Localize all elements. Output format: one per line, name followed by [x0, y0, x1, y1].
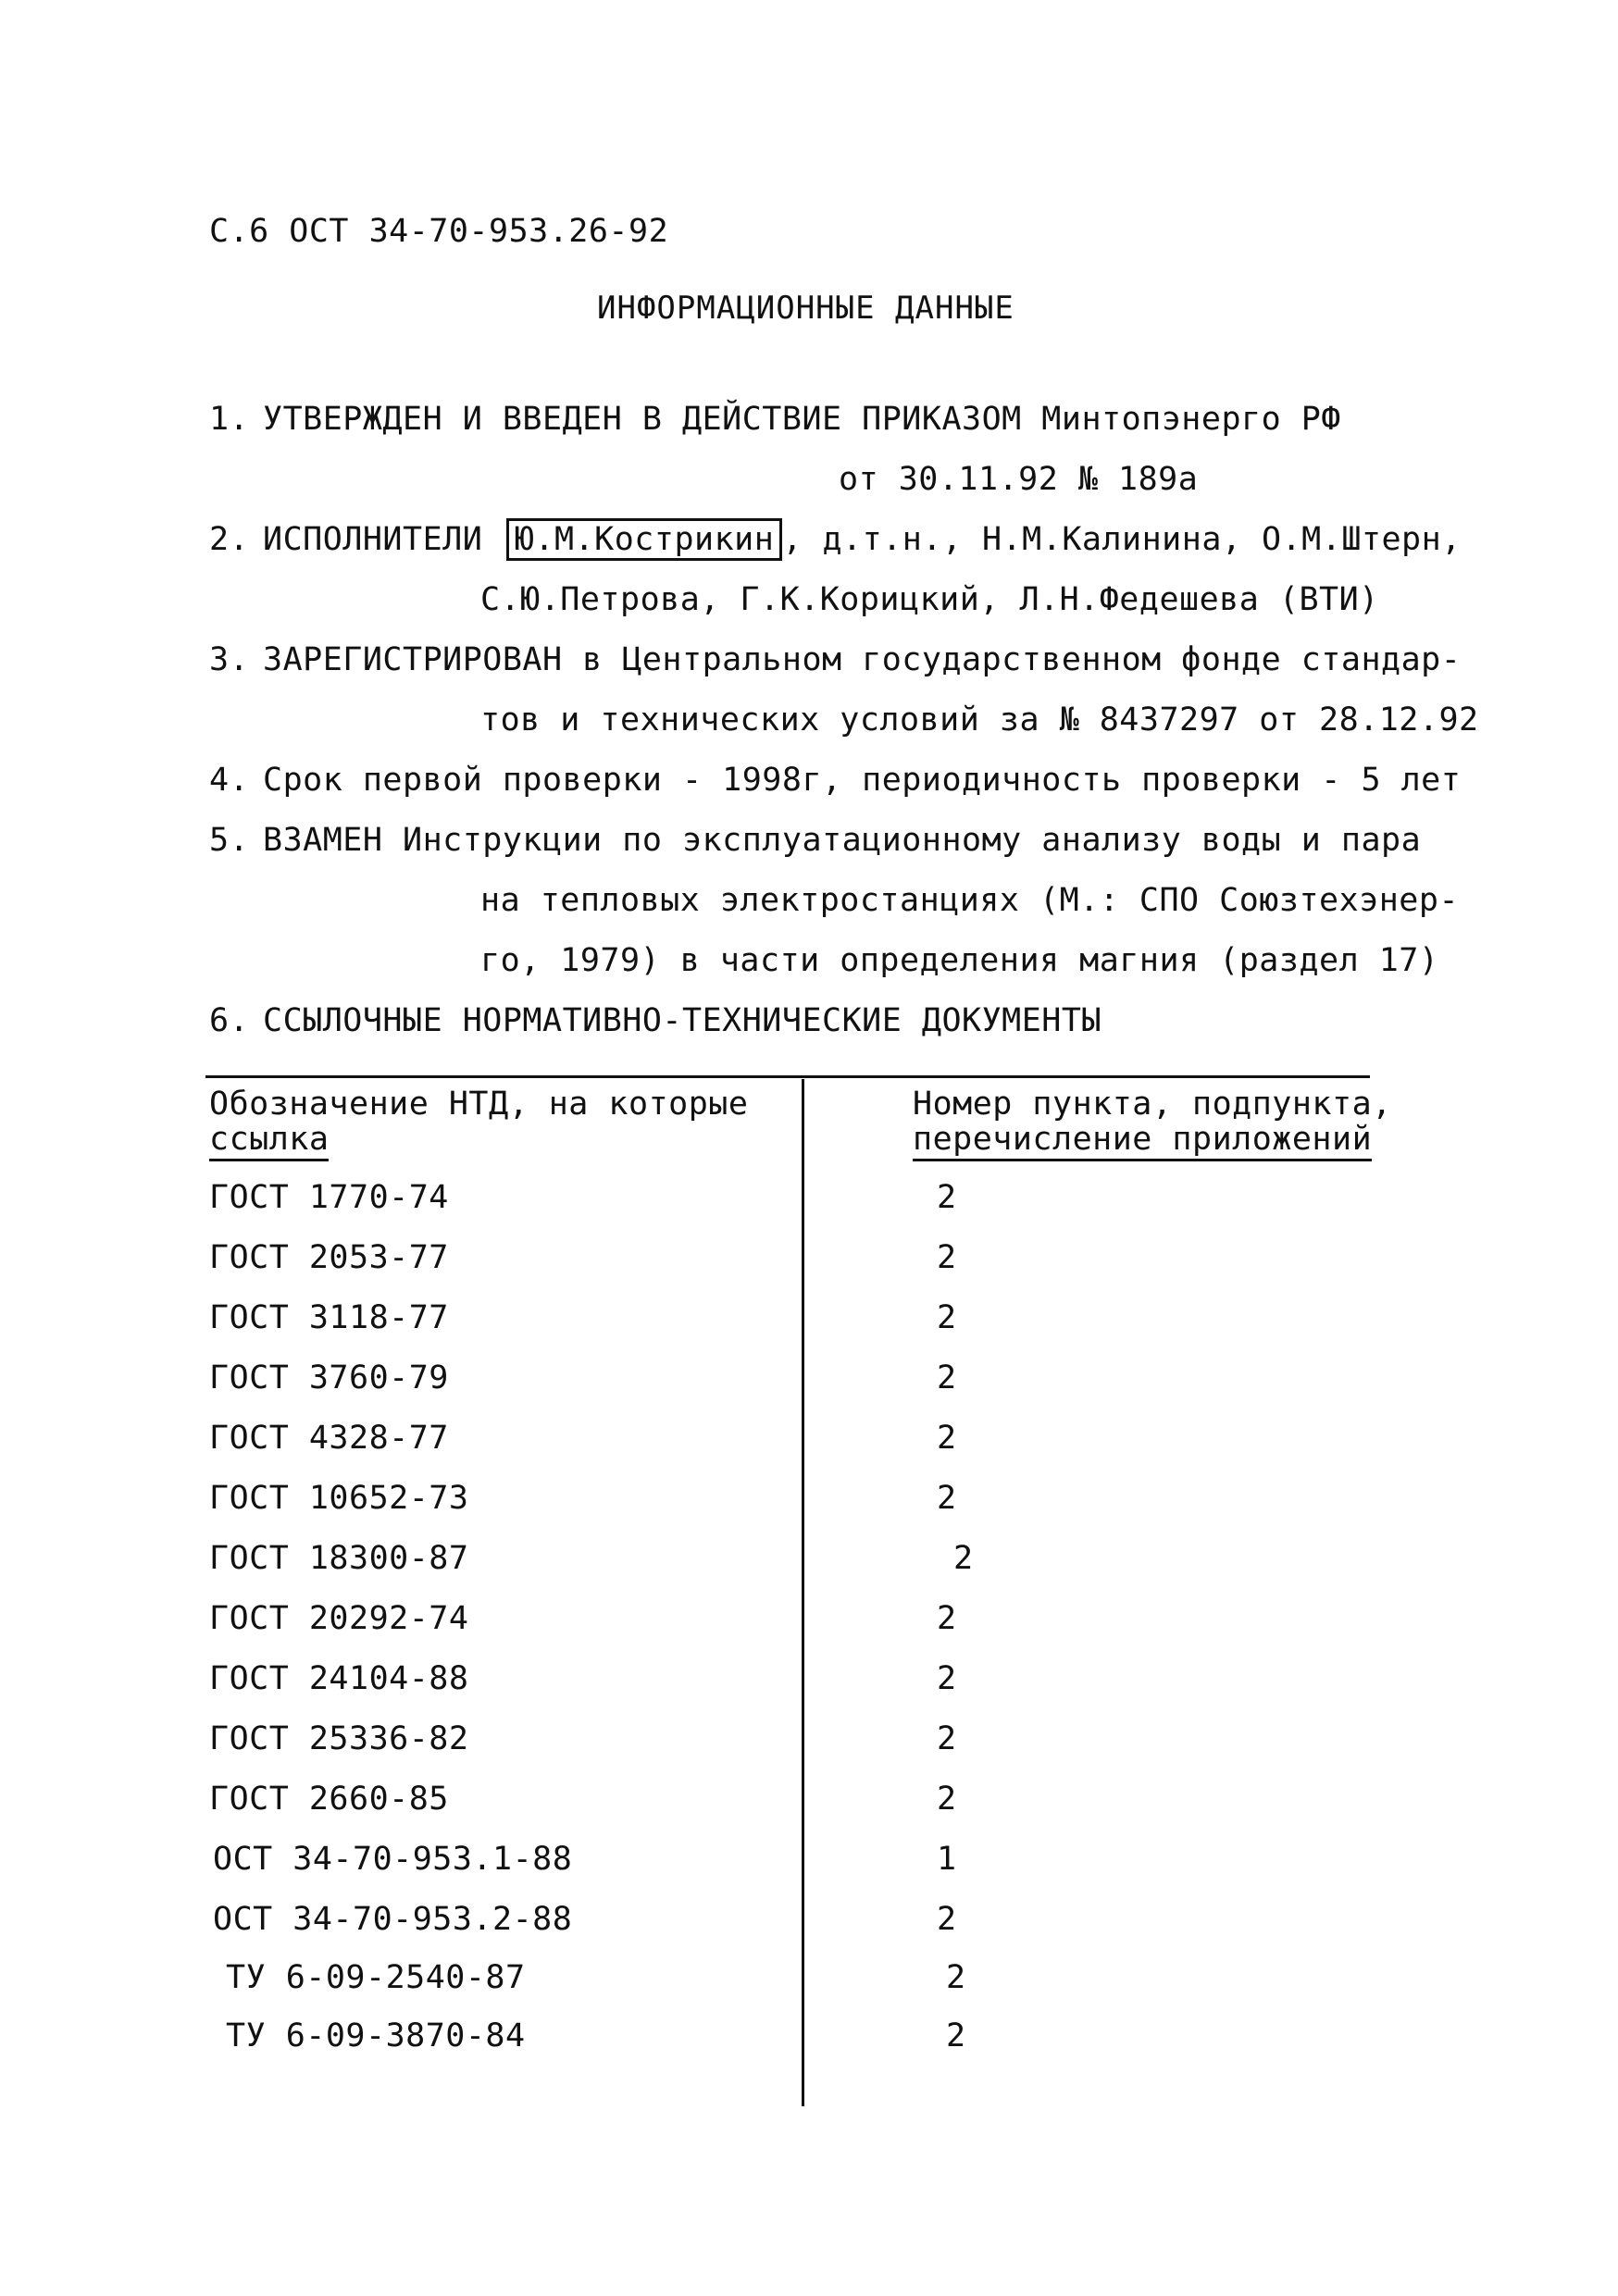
- item-1-number: 1.: [209, 401, 250, 438]
- table-row-1-ref: 2: [937, 1179, 957, 1216]
- table-header-col2-line1: Номер пункта, подпункта,: [913, 1086, 1392, 1123]
- item-5-line-2: на тепловых электростанциях (М.: СПО Союзтехэнер-: [480, 882, 1460, 919]
- item-3-line-1: [209, 641, 1461, 678]
- page-header: С.6 ОСТ 34-70-953.26-92: [209, 213, 669, 250]
- item-2-label: ИСПОЛНИТЕЛИ: [263, 521, 483, 558]
- table-row-11-ref: 2: [937, 1781, 957, 1818]
- table-row-9-ref: 2: [937, 1660, 957, 1697]
- table-row-10-ref: 2: [937, 1720, 957, 1757]
- table-row-3-ref: 2: [937, 1299, 957, 1336]
- table-row-6-ref: 2: [937, 1480, 957, 1517]
- table-header-col2: [913, 1086, 1392, 1161]
- item-1-text: УТВЕРЖДЕН И ВВЕДЕН В ДЕЙСТВИЕ ПРИКАЗОМ Минтопэнерго РФ: [263, 401, 1341, 438]
- item-1-line-2: от 30.11.92 № 189а: [839, 461, 1199, 498]
- table-row-2-ref: 2: [937, 1239, 957, 1276]
- table-row-7-ref: 2: [953, 1540, 974, 1577]
- table-header-col2-line2: перечисление приложений: [913, 1122, 1372, 1161]
- item-3-line-2: тов и технических условий за № 8437297 от 28.12.92: [480, 701, 1479, 738]
- item-3-number: 3.: [209, 641, 250, 678]
- table-row-5-doc: ГОСТ 4328-77: [209, 1420, 449, 1457]
- table-row-10-doc: ГОСТ 25336-82: [209, 1720, 469, 1757]
- item-2-number: 2.: [209, 521, 250, 558]
- page-title: ИНФОРМАЦИОННЫЕ ДАННЫЕ: [597, 290, 1014, 327]
- item-2-authors: , д.т.н., Н.М.Калинина, О.М.Штерн,: [782, 521, 1462, 558]
- table-row-11-doc: ГОСТ 2660-85: [209, 1781, 449, 1818]
- table-row-12-doc: ОСТ 34-70-953.1-88: [213, 1841, 573, 1878]
- table-row-9-doc: ГОСТ 24104-88: [209, 1660, 469, 1697]
- item-1-line-1: [209, 401, 1341, 438]
- item-6-line-1: [209, 1002, 1101, 1039]
- item-3-text: ЗАРЕГИСТРИРОВАН в Центральном государственном фонде стандар-: [263, 641, 1462, 678]
- item-5-number: 5.: [209, 822, 250, 859]
- item-6-text: ССЫЛОЧНЫЕ НОРМАТИВНО-ТЕХНИЧЕСКИЕ ДОКУМЕНТЫ: [263, 1002, 1102, 1039]
- table-row-8-ref: 2: [937, 1600, 957, 1637]
- item-6-number: 6.: [209, 1002, 250, 1039]
- table-row-12-ref: 1: [937, 1841, 957, 1878]
- table-row-15-ref: 2: [946, 2017, 966, 2054]
- table-row-8-doc: ГОСТ 20292-74: [209, 1600, 469, 1637]
- table-row-4-doc: ГОСТ 3760-79: [209, 1359, 449, 1396]
- item-2-line-1: [209, 521, 1462, 558]
- table-row-14-doc: ТУ 6-09-2540-87: [226, 1959, 526, 1996]
- table-header-col1: [209, 1086, 748, 1161]
- table-row-1-doc: ГОСТ 1770-74: [209, 1179, 449, 1216]
- item-4-text: Срок первой проверки - 1998г, периодичность проверки - 5 лет: [263, 762, 1462, 799]
- item-5-line-3: го, 1979) в части определения магния (раздел 17): [480, 942, 1439, 979]
- table-row-13-ref: 2: [937, 1901, 957, 1938]
- table-row-14-ref: 2: [946, 1959, 966, 1996]
- item-2-line-2: С.Ю.Петрова, Г.К.Корицкий, Л.Н.Федешева (ВТИ): [480, 581, 1379, 618]
- table-header-col1-line2: ссылка: [209, 1122, 329, 1161]
- table-header-col1-line1: Обозначение НТД, на которые: [209, 1086, 749, 1123]
- item-5-line-1: [209, 822, 1421, 859]
- table-row-5-ref: 2: [937, 1420, 957, 1457]
- table-row-3-doc: ГОСТ 3118-77: [209, 1299, 449, 1336]
- table-row-2-doc: ГОСТ 2053-77: [209, 1239, 449, 1276]
- table-row-6-doc: ГОСТ 10652-73: [209, 1480, 469, 1517]
- item-4-line-1: [209, 762, 1461, 799]
- boxed-author-name: Ю.М.Кострикин: [506, 518, 782, 561]
- table-row-15-doc: ТУ 6-09-3870-84: [226, 2017, 526, 2054]
- table-row-4-ref: 2: [937, 1359, 957, 1396]
- table-top-rule: [205, 1075, 1370, 1078]
- table-column-divider: [802, 1079, 804, 2106]
- table-row-13-doc: ОСТ 34-70-953.2-88: [213, 1901, 573, 1938]
- item-5-text: ВЗАМЕН Инструкции по эксплуатационному анализу воды и пара: [263, 822, 1422, 859]
- table-row-7-doc: ГОСТ 18300-87: [209, 1540, 469, 1577]
- item-4-number: 4.: [209, 762, 250, 799]
